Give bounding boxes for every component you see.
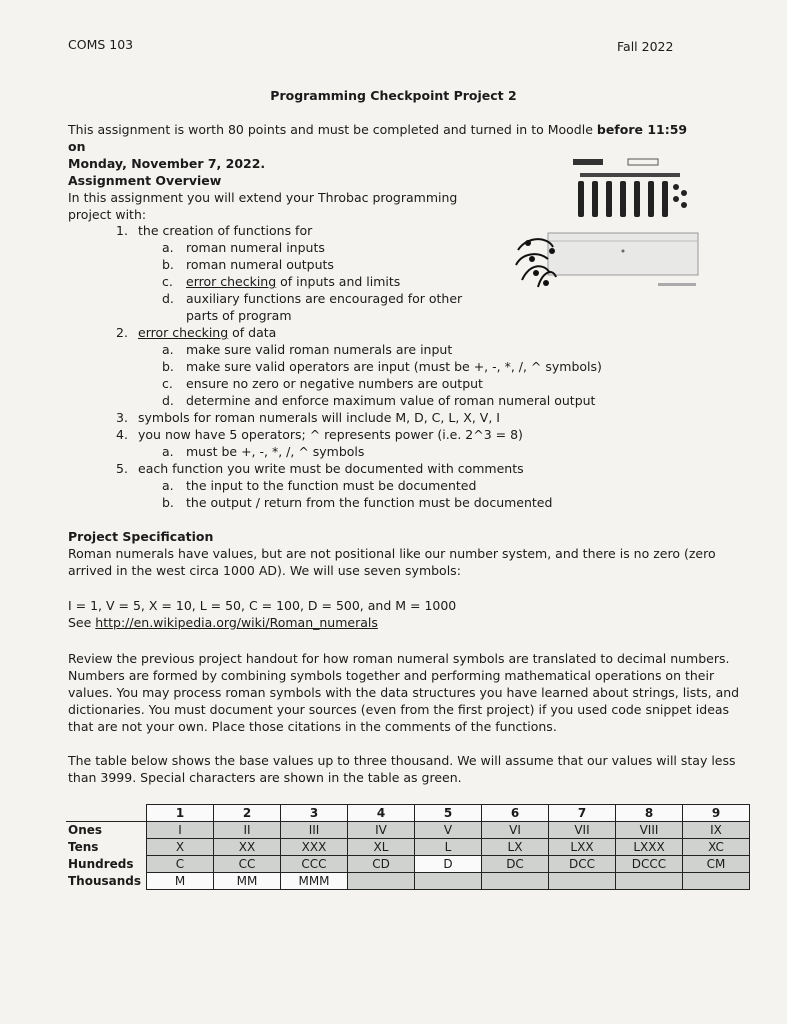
intro-deadline-time: before 11:59 on: [68, 122, 688, 154]
table-row: [66, 856, 750, 873]
table-cell: [482, 873, 549, 890]
see-prefix: See: [68, 615, 96, 630]
table-cell: VIII: [616, 822, 683, 839]
table-cell: DCCC: [616, 856, 683, 873]
intro-deadline-date: Monday, November 7, 2022.: [68, 156, 266, 171]
list-item: b. roman numeral outputs: [162, 257, 334, 272]
table-cell: III: [281, 822, 348, 839]
spec-heading: Project Specification: [68, 529, 214, 544]
column-header: 4: [348, 805, 415, 822]
table-cell: V: [415, 822, 482, 839]
table-cell: CC: [214, 856, 281, 873]
table-cell: I: [147, 822, 214, 839]
list-item: 2. error checking of data: [116, 325, 277, 340]
table-cell: [348, 873, 415, 890]
table-cell: L: [415, 839, 482, 856]
table-cell: LXX: [549, 839, 616, 856]
list-item: 5. each function you write must be documented with comments: [116, 461, 524, 476]
list-item: a. make sure valid roman numerals are input: [162, 342, 453, 357]
table-cell: II: [214, 822, 281, 839]
paragraph-line: values. You may process roman symbols with the data structures you have learned about strings, lists, and: [68, 685, 740, 700]
overview-line2: project with:: [68, 207, 147, 222]
table-cell: [683, 873, 750, 890]
table-cell: IX: [683, 822, 750, 839]
table-cell: [549, 873, 616, 890]
symbol-values: I = 1, V = 5, X = 10, L = 50, C = 100, D = 500, and M = 1000: [68, 598, 457, 613]
spec-paragraph-line: arrived in the west circa 1000 AD). We will use seven symbols:: [68, 563, 461, 578]
table-cell: CCC: [281, 856, 348, 873]
table-cell: LXXX: [616, 839, 683, 856]
column-header: 8: [616, 805, 683, 822]
table-cell: VII: [549, 822, 616, 839]
table-cell: M: [147, 873, 214, 890]
table-cell: D: [415, 856, 482, 873]
column-header: 7: [549, 805, 616, 822]
table-row: [66, 822, 750, 839]
table-cell: VI: [482, 822, 549, 839]
overview-line1: In this assignment you will extend your Throbac programming: [68, 190, 458, 205]
list-item: a. must be +, -, *, /, ^ symbols: [162, 444, 365, 459]
list-item: b. the output / return from the function must be documented: [162, 495, 553, 510]
table-cell: XL: [348, 839, 415, 856]
paragraph-line: than 3999. Special characters are shown in the table as green.: [68, 770, 462, 785]
list-item: 1. the creation of functions for: [116, 223, 313, 238]
row-label: Hundreds: [68, 857, 134, 871]
see-reference: [68, 614, 378, 631]
row-label: Ones: [68, 823, 103, 838]
course-code: COMS 103: [68, 37, 134, 52]
list-item: d. determine and enforce maximum value of roman numeral output: [162, 393, 596, 408]
table-cell: XX: [214, 839, 281, 856]
table-row: [66, 873, 750, 890]
table-cell: C: [147, 856, 214, 873]
column-header: 5: [415, 805, 482, 822]
table-cell: CM: [683, 856, 750, 873]
list-item: b. make sure valid operators are input (must be +, -, *, /, ^ symbols): [162, 359, 602, 374]
throbac-machine-image: [508, 155, 718, 295]
list-item: d. auxiliary functions are encouraged for other: [162, 291, 463, 306]
intro-text: This assignment is worth 80 points and must be completed and turned in to Moodle: [68, 122, 597, 137]
table-cell: [616, 873, 683, 890]
overview-heading: Assignment Overview: [68, 173, 222, 188]
table-cell: X: [147, 839, 214, 856]
row-label: Thousands: [68, 874, 142, 888]
list-item: parts of program: [186, 308, 292, 323]
column-header: 3: [281, 805, 348, 822]
table-cell: MM: [214, 873, 281, 890]
table-cell: MMM: [281, 873, 348, 890]
table-cell: CD: [348, 856, 415, 873]
table-cell: [415, 873, 482, 890]
paragraph-line: The table below shows the base values up to three thousand. We will assume that our values will stay less: [68, 753, 736, 768]
column-header: 1: [147, 805, 214, 822]
list-item: a. the input to the function must be documented: [162, 478, 477, 493]
list-item: c. ensure no zero or negative numbers are output: [162, 376, 483, 391]
table-row: [66, 839, 750, 856]
column-header: 6: [482, 805, 549, 822]
list-item: c. error checking of inputs and limits: [162, 274, 401, 289]
table-cell: DCC: [549, 856, 616, 873]
list-item: 3. symbols for roman numerals will include M, D, C, L, X, V, I: [116, 410, 500, 425]
paragraph-line: Numbers are formed by combining symbols together and performing mathematical operations on their: [68, 668, 715, 683]
wikipedia-link[interactable]: http://en.wikipedia.org/wiki/Roman_numerals: [95, 615, 378, 630]
table-cell: XC: [683, 839, 750, 856]
review-paragraph: [68, 650, 748, 735]
table-cell: IV: [348, 822, 415, 839]
paragraph-line: that are not your own. Place those citations in the comments of the functions.: [68, 719, 557, 734]
paragraph-line: dictionaries. You must document your sources (even from the first project) if you used code snippet ideas: [68, 702, 730, 717]
list-item: a. roman numeral inputs: [162, 240, 325, 255]
column-header: 9: [683, 805, 750, 822]
spec-paragraph-line: Roman numerals have values, but are not positional like our number system, and there is no zero (zero: [68, 546, 716, 561]
roman-numeral-table: [66, 804, 750, 890]
table-cell: LX: [482, 839, 549, 856]
term: Fall 2022: [617, 39, 674, 54]
list-item: 4. you now have 5 operators; ^ represents power (i.e. 2^3 = 8): [116, 427, 523, 442]
column-header: 2: [214, 805, 281, 822]
row-label: Tens: [68, 840, 99, 854]
table-corner: [66, 805, 147, 822]
table-cell: XXX: [281, 839, 348, 856]
table-cell: DC: [482, 856, 549, 873]
table-intro-paragraph: [68, 752, 748, 786]
paragraph-line: Review the previous project handout for how roman numeral symbols are translated to decimal numbers.: [68, 651, 730, 666]
page-title: Programming Checkpoint Project 2: [270, 88, 517, 103]
